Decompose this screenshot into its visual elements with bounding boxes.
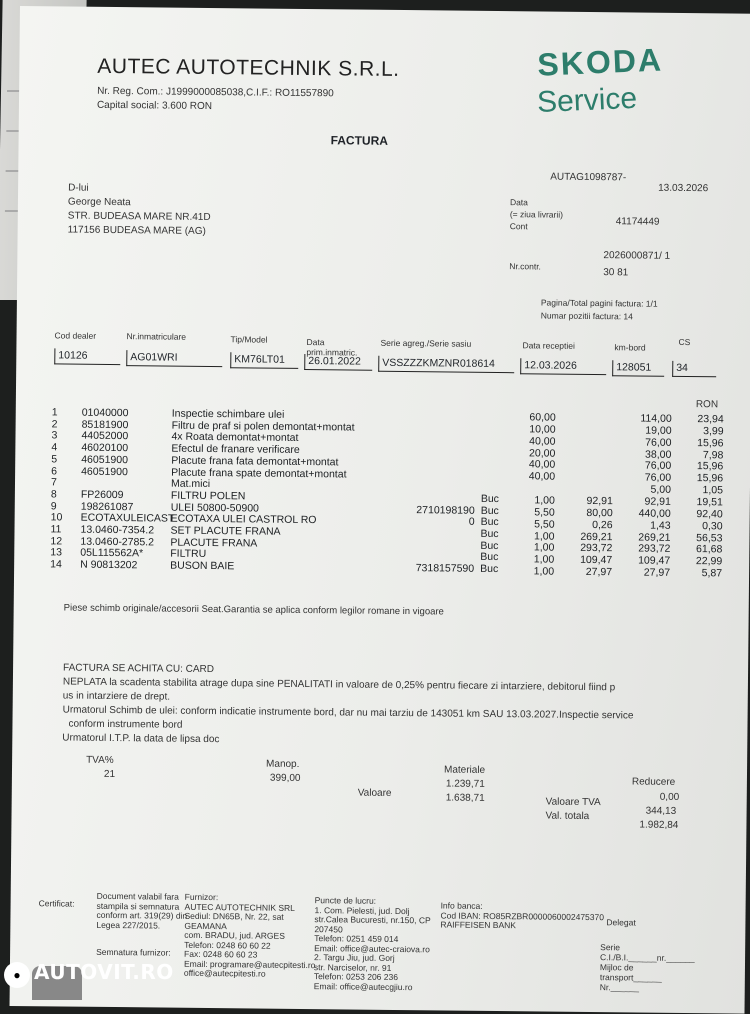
supplier-signature-label: Semnatura furnizor: — [96, 947, 171, 958]
discount-value: 0,00 — [660, 792, 680, 803]
cell-price — [566, 412, 614, 413]
cell-vat: 61,68 — [678, 543, 722, 555]
cell-value: 76,00 — [621, 460, 671, 473]
table-row — [20, 6, 750, 14]
cell-um: Buc — [480, 528, 510, 540]
foot-supplier-line: Furnizor: — [185, 892, 219, 902]
foot-supplier-line: Sediul: DN65B, Nr. 22, sat — [184, 911, 283, 922]
cell-value: 5,00 — [621, 483, 671, 496]
label-reception: Data receptiei — [522, 340, 575, 351]
cell-code: 46020100 — [81, 442, 181, 455]
cell-desc: PLACUTE FRANA — [170, 536, 400, 550]
cell-n: 2 — [52, 418, 72, 430]
cell-desc: 4x Roata demontat+montat — [171, 431, 401, 445]
cell-n: 10 — [51, 512, 71, 524]
cell-ean — [395, 480, 475, 481]
cell-price — [566, 424, 614, 425]
cell-qty: 40,00 — [515, 435, 555, 447]
invoice-date: 13.03.2026 — [658, 183, 708, 195]
line-items-table — [20, 6, 750, 14]
cell-vat: 5,87 — [678, 567, 722, 579]
foot-supplier-line: Fax: 0248 60 60 23 — [184, 949, 257, 960]
label-km: km-bord — [614, 342, 645, 352]
foot-bank-line: Cod IBAN: RO85RZBR0000060002475370 — [440, 910, 604, 922]
customer-address-line1: STR. BUDEASA MARE NR.41D — [68, 211, 211, 223]
cell-ean — [396, 410, 476, 411]
cell-code: FP26009 — [81, 489, 181, 502]
labor-label: Manop. — [266, 759, 299, 770]
cell-ean: 2710198190 — [395, 504, 475, 517]
cell-desc: FILTRU — [170, 548, 400, 562]
cell-code: 13.0460-7354.2 — [80, 524, 180, 537]
next-oil-change-2: conform instrumente bord — [68, 719, 182, 731]
foot-delegat-line: Serie — [600, 942, 620, 952]
cell-desc: Inspectie schimbare ulei — [172, 408, 402, 422]
foot-points-line: str. Narciselor, nr. 91 — [314, 962, 392, 973]
km-value: 128051 — [612, 360, 664, 377]
cell-ean — [394, 550, 474, 551]
company-capital: Capital social: 3.600 RON — [97, 100, 212, 112]
foot-points-line: Email: office@autecgjiu.ro — [314, 981, 413, 992]
table-row — [20, 6, 750, 14]
cell-value: 1,43 — [621, 519, 671, 532]
company-name: AUTEC AUTOTECHNIK S.R.L. — [97, 55, 399, 82]
foot-doc-line: Legea 227/2015. — [96, 919, 160, 930]
cell-desc: BUSON BAIE — [170, 560, 400, 574]
cell-code: N 90813202 — [80, 559, 180, 572]
cell-ean: 0 — [395, 515, 475, 528]
cell-value: 269,21 — [620, 531, 670, 544]
table-row — [20, 6, 750, 14]
autovit-logo-icon: ● — [4, 962, 30, 988]
foot-supplier-line: com. BRADU, jud. ARGES — [184, 930, 285, 941]
cell-desc: FILTRU POLEN — [171, 489, 401, 503]
cell-price — [565, 447, 613, 448]
document-validity-note — [20, 6, 750, 14]
invoice-number: AUTAG1098787- — [550, 172, 626, 184]
cell-value: 27,97 — [620, 566, 670, 579]
cell-price: 109,47 — [564, 554, 612, 567]
account-label: Cont — [510, 221, 528, 231]
foot-points-line: 207450 — [314, 924, 342, 934]
cell-desc: Efectul de franare verificare — [171, 443, 401, 457]
cell-n: 6 — [51, 465, 71, 477]
account-value: 41174449 — [616, 216, 660, 227]
foot-points-line: 1. Com. Pielesti, jud. Dolj — [315, 905, 410, 916]
foot-supplier-line: AUTEC AUTOTECHNIK SRL — [185, 901, 295, 912]
position-count: Numar pozitii factura: 14 — [541, 310, 633, 321]
cell-code: 13.0460-2785.2 — [80, 535, 180, 548]
cell-price: 269,21 — [564, 530, 612, 543]
first-reg-value: 26.01.2022 — [304, 354, 372, 371]
cell-desc: Filtru de praf si polen demontat+montat — [172, 419, 402, 433]
cell-price: 80,00 — [565, 507, 613, 520]
cell-vat: 15,96 — [679, 460, 723, 472]
company-registration: Nr. Reg. Com.: J1999000085038,C.I.F.: RO11557890 — [97, 86, 334, 99]
cell-qty: 40,00 — [515, 459, 555, 471]
cell-value: 76,00 — [621, 436, 671, 449]
cell-n: 7 — [51, 477, 71, 489]
cell-qty: 1,00 — [514, 565, 554, 577]
cell-ean — [395, 468, 475, 469]
cell-code: 01040000 — [82, 407, 182, 420]
next-itp: Urmatorul I.T.P. la data de lipsa doc — [62, 732, 219, 745]
foot-points-line: Telefon: 0251 459 014 — [314, 933, 398, 944]
materials-value: 1.239,71 — [446, 779, 485, 790]
date-sublabel: (= ziua livrarii) — [510, 209, 563, 220]
skoda-logo: SKODA — [537, 41, 664, 83]
cell-qty: 40,00 — [515, 470, 555, 482]
foot-points-line: Telefon: 0253 206 236 — [314, 971, 398, 982]
penalty-note-2: us in intarziere de drept. — [63, 690, 170, 702]
cell-n: 8 — [51, 488, 71, 500]
cell-vat: 23,94 — [680, 413, 724, 425]
vin-value: VSSZZZKMZNR018614 — [378, 356, 514, 373]
cell-qty: 1,00 — [514, 542, 554, 554]
customer-address-line2: 117156 BUDEASA MARE (AG) — [68, 225, 206, 237]
cell-price — [565, 459, 613, 460]
cell-ean — [395, 492, 475, 493]
cell-vat: 92,40 — [679, 508, 723, 520]
cell-um: Buc — [480, 540, 510, 552]
table-row — [20, 6, 750, 14]
cell-um: Buc — [481, 504, 511, 516]
cell-n: 12 — [50, 535, 70, 547]
foot-delegat-line: Nr.______ — [600, 982, 639, 992]
table-row — [20, 6, 750, 14]
cell-value: 92,91 — [621, 495, 671, 508]
cell-ean — [396, 422, 476, 423]
cell-desc: ULEI 50800-50900 — [171, 501, 401, 515]
table-row — [20, 6, 750, 14]
cell-value: 76,00 — [621, 472, 671, 485]
customer-name: George Neata — [68, 197, 131, 209]
cell-code: ECOTAXULEICAST — [81, 512, 181, 525]
cell-desc: Placute frana spate demontat+montat — [171, 466, 401, 480]
foot-bank-line: RAIFFEISEN BANK — [440, 919, 516, 930]
plate-value: AG01WRI — [126, 350, 222, 367]
service-logo-text: Service — [536, 82, 637, 120]
cell-qty: 5,50 — [515, 518, 555, 530]
watermark-text: AUTOVIT.RO — [34, 960, 174, 984]
label-vin: Serie agreg./Serie sasiu — [380, 338, 471, 349]
cell-n: 5 — [51, 453, 71, 465]
cell-um: Buc — [480, 551, 510, 563]
supplier-info — [20, 6, 750, 14]
materials-label: Materiale — [444, 764, 485, 775]
table-row — [20, 6, 750, 14]
cell-code: 198261087 — [81, 500, 181, 513]
delegate-label: Delegat — [606, 917, 635, 927]
table-row — [20, 6, 750, 14]
table-row — [20, 6, 750, 14]
cell-desc: Placute frana fata demontat+montat — [171, 454, 401, 468]
dealer-code-value: 10126 — [54, 348, 120, 365]
cell-qty: 60,00 — [516, 411, 556, 423]
payment-method: FACTURA SE ACHITA CU: CARD — [63, 662, 214, 675]
cell-price — [565, 483, 613, 484]
delegate-fields — [20, 6, 750, 14]
cell-n: 3 — [51, 430, 71, 442]
cell-code: 85181900 — [82, 418, 182, 431]
cell-n: 4 — [51, 441, 71, 453]
value-label: Valoare — [358, 788, 392, 799]
label-model: Tip/Model — [230, 334, 267, 344]
cell-value: 19,00 — [622, 424, 672, 437]
cell-vat: 1,05 — [679, 484, 723, 496]
contract-label: Nr.contr. — [509, 261, 541, 271]
cell-price: 27,97 — [564, 566, 612, 579]
cell-qty: 1,00 — [514, 553, 554, 565]
cell-price: 0,26 — [565, 518, 613, 531]
foot-supplier-line: Email: programare@autecpitesti.ro — [184, 958, 316, 969]
page-count: Pagina/Total pagini factura: 1/1 — [541, 297, 658, 308]
foot-points-line: Puncte de lucru: — [315, 895, 377, 906]
cell-um: Buc — [481, 516, 511, 528]
cell-n: 11 — [50, 523, 70, 535]
work-points-info — [20, 6, 750, 14]
cell-qty: 1,00 — [514, 530, 554, 542]
cell-qty: 5,50 — [515, 506, 555, 518]
contract-value: 2026000871/ 1 — [603, 250, 670, 262]
table-row — [20, 6, 750, 14]
cell-desc: Mat.mici — [171, 478, 401, 492]
label-first-reg: Data — [306, 337, 324, 347]
cell-um: Buc — [481, 493, 511, 505]
cell-vat: 0,30 — [679, 520, 723, 532]
foot-points-line: 2. Targu Jiu, jud. Gorj — [314, 952, 395, 963]
cell-desc: SET PLACUTE FRANA — [170, 525, 400, 539]
label-dealer-code: Cod dealer — [55, 330, 97, 340]
currency-label: RON — [696, 399, 718, 410]
customer-salutation: D-lui — [68, 183, 89, 194]
reception-value: 12.03.2026 — [520, 358, 606, 375]
cell-qty: 1,00 — [515, 494, 555, 506]
cs-value: 34 — [672, 361, 716, 377]
bank-info — [20, 6, 750, 14]
total-label: Val. totala — [545, 811, 589, 822]
table-row — [20, 6, 750, 14]
foot-delegat-line: Mijloc de — [600, 962, 634, 972]
cell-n: 13 — [50, 547, 70, 559]
cell-n: 9 — [51, 500, 71, 512]
penalty-note: NEPLATA la scadenta stabilita atrage dupa sine PENALITATI in valoare de 0,25% pentru fiecare zi intarziere, debitorul fiind p — [63, 676, 615, 693]
cell-value: 440,00 — [621, 507, 671, 520]
parts-note: Piese schimb originale/accesorii Seat.Garantia se aplica conform legilor romane in vigoare — [64, 602, 444, 617]
label-first-reg-2: prim.inmatric. — [306, 347, 357, 358]
cell-code: 46051900 — [81, 465, 181, 478]
table-row — [20, 6, 750, 14]
foot-supplier-line: Telefon: 0248 60 60 22 — [184, 939, 271, 950]
cell-um: Buc — [480, 563, 510, 575]
labor-value: 399,00 — [270, 773, 301, 784]
cell-ean — [395, 445, 475, 446]
cell-vat: 19,51 — [679, 496, 723, 508]
cell-ean — [395, 457, 475, 458]
foot-doc-line: Document valabil fara — [97, 891, 179, 902]
invoice-sheet — [10, 6, 750, 1014]
cell-qty: 10,00 — [516, 423, 556, 435]
cell-price: 92,91 — [565, 495, 613, 508]
foot-bank-line: Info banca: — [441, 900, 483, 910]
cell-vat: 22,99 — [678, 555, 722, 567]
vat-value-label: Valoare TVA — [546, 797, 601, 809]
foot-doc-line: stampila si semnatura — [97, 900, 180, 911]
contract-value-2: 30 81 — [603, 267, 628, 278]
cell-vat: 3,99 — [680, 425, 724, 437]
discount-label: Reducere — [632, 776, 675, 787]
cell-value: 114,00 — [622, 412, 672, 425]
cell-value: 293,72 — [620, 543, 670, 556]
vat-percent-value: 21 — [104, 769, 115, 780]
foot-doc-line: conform art. 319(29) din — [96, 910, 187, 921]
cell-code: 44052000 — [81, 430, 181, 443]
cell-n: 14 — [50, 558, 70, 570]
cell-vat: 15,96 — [679, 437, 723, 449]
cell-price — [566, 435, 614, 436]
cell-price — [565, 471, 613, 472]
cell-vat: 7,98 — [679, 448, 723, 460]
cell-desc: ECOTAXA ULEI CASTROL RO — [171, 513, 401, 527]
foot-delegat-line: C.I./B.I.______nr.______ — [600, 952, 695, 963]
foot-supplier-line: office@autecpitesti.ro — [184, 968, 266, 979]
foot-points-line: str.Calea Bucuresti, nr.150, CP — [314, 914, 430, 925]
cell-value: 109,47 — [620, 555, 670, 568]
cell-ean — [396, 433, 476, 434]
value-value: 1.638,71 — [446, 793, 485, 804]
foot-points-line: Email: office@autec-craiova.ro — [314, 943, 430, 954]
cell-value: 38,00 — [621, 448, 671, 461]
table-row — [20, 6, 750, 14]
cell-vat: 15,96 — [679, 472, 723, 484]
cell-n: 1 — [52, 406, 72, 418]
cell-qty: 20,00 — [515, 447, 555, 459]
vat-percent-label: TVA% — [86, 755, 114, 766]
cell-ean — [394, 539, 474, 540]
next-oil-change: Urmatorul Schimb de ulei: conform indicatie instrumente bord, dar nu mai tarziu de 143051 km SAU 13.03.2027.Inspectie service — [63, 704, 634, 721]
total-value: 1.982,84 — [639, 820, 678, 831]
label-plate: Nr.inmatriculare — [126, 331, 186, 342]
cell-ean: 7318157590 — [394, 562, 474, 575]
cell-code: 05L115562A* — [80, 547, 180, 560]
cell-price: 293,72 — [564, 542, 612, 555]
cell-vat: 56,53 — [678, 531, 722, 543]
certificate-label: Certificat: — [39, 898, 75, 908]
foot-delegat-line: transport______ — [600, 972, 662, 983]
vat-value-value: 344,13 — [646, 806, 677, 817]
model-value: KM76LT01 — [230, 352, 298, 369]
cell-code: 46051900 — [81, 453, 181, 466]
label-cs: CS — [678, 337, 690, 347]
document-title: FACTURA — [331, 133, 388, 148]
foot-supplier-line: GEAMANA — [184, 920, 227, 930]
date-label: Data — [510, 197, 528, 207]
table-row — [20, 6, 750, 14]
